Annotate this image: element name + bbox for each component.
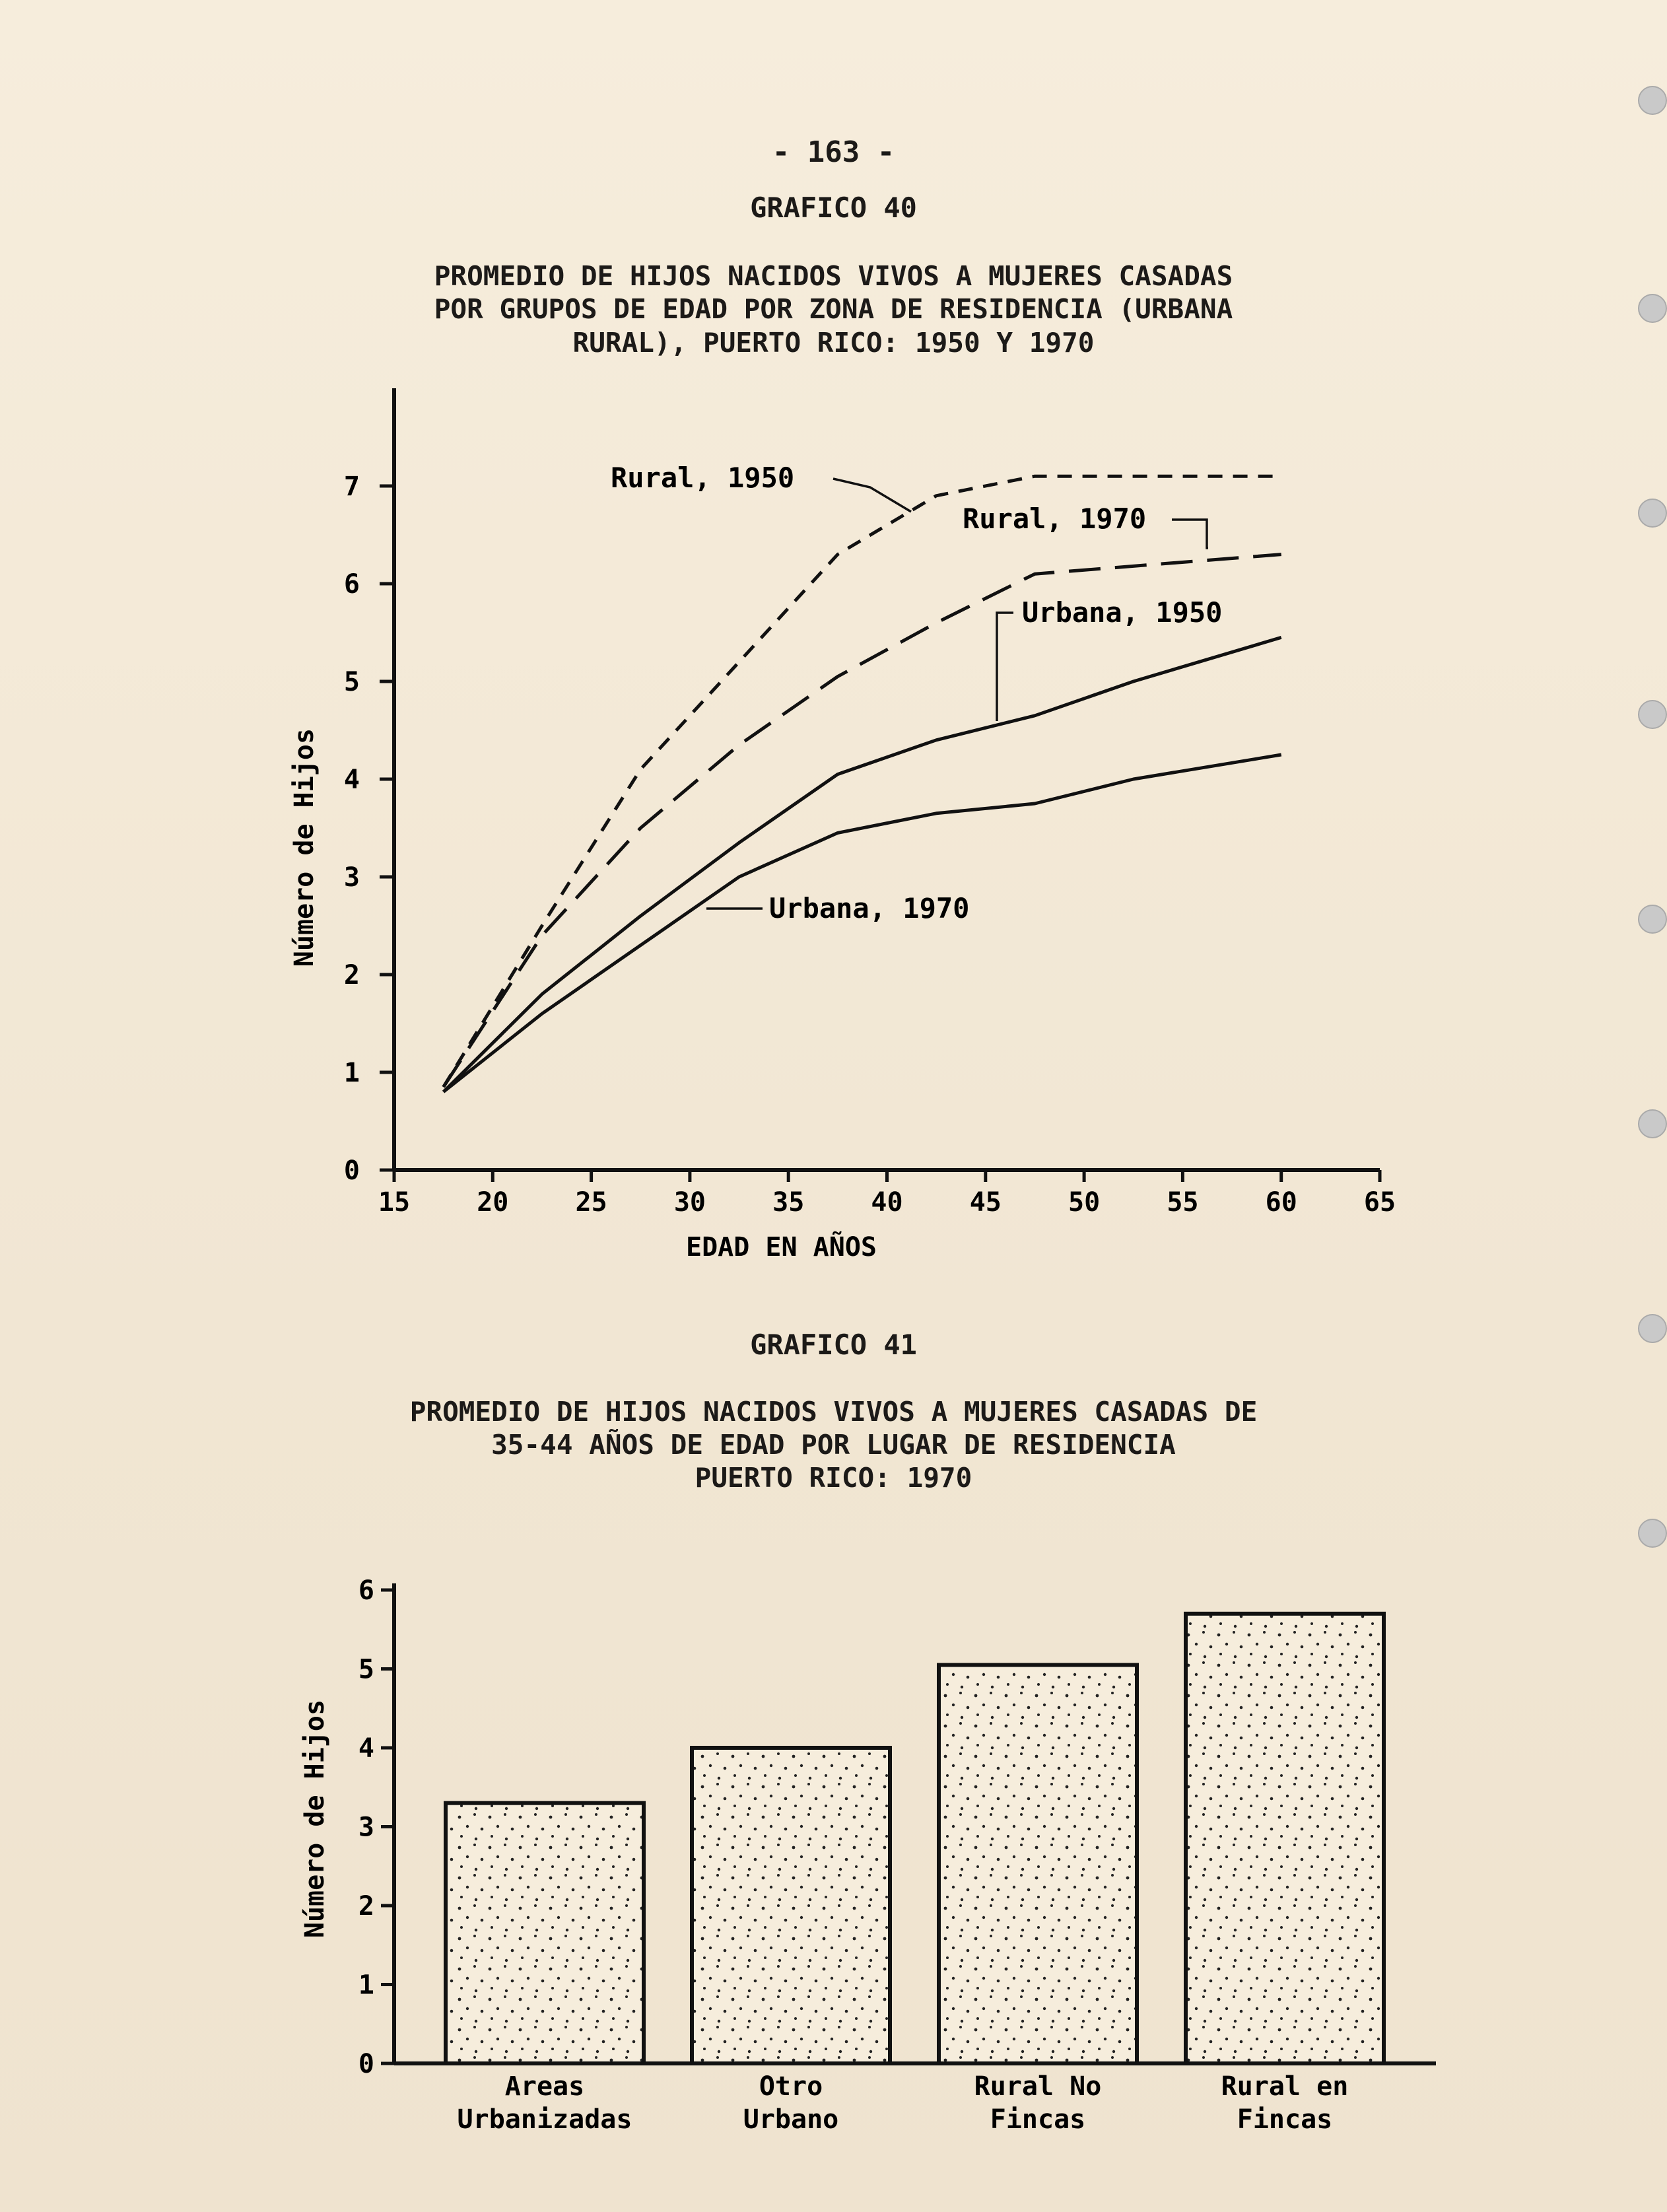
x-tick-label: 15 [378, 1187, 411, 1218]
chart1-title-line2: POR GRUPOS DE EDAD POR ZONA DE RESIDENCIA (URBANA [434, 293, 1233, 325]
bar-3 [939, 1665, 1137, 2063]
y-axis-label: Número de Hijos [300, 1699, 330, 1939]
x-tick-label: 30 [673, 1187, 706, 1218]
line-chart-labels-group [611, 462, 1222, 924]
category-label-4: Rural en [1221, 2071, 1349, 2102]
line-chart [0, 370, 1667, 1294]
series-label-1: Rural, 1950 [611, 462, 795, 494]
category-label-3: Rural No [974, 2071, 1102, 2102]
category-label-1: Urbanizadas [457, 2104, 632, 2135]
x-tick-label: 60 [1265, 1187, 1297, 1218]
y-tick-label: 7 [343, 471, 360, 502]
y-tick-label: 3 [358, 1812, 374, 1843]
category-label-4: Fincas [1237, 2104, 1333, 2135]
y-tick-label: 5 [358, 1654, 374, 1685]
bar-4 [1186, 1614, 1384, 2063]
series-label-2: Rural, 1970 [963, 502, 1147, 535]
x-tick-label: 25 [575, 1187, 607, 1218]
bar-1 [446, 1803, 644, 2063]
series-leader-1 [833, 479, 911, 512]
bar-2 [692, 1748, 890, 2063]
bar-chart-bars-group [446, 1614, 1384, 2135]
y-tick-label: 1 [358, 1970, 374, 2001]
category-label-2: Otro [759, 2071, 823, 2102]
series-label-4: Urbana, 1970 [769, 892, 970, 924]
y-tick-label: 4 [343, 765, 360, 795]
x-tick-label: 40 [871, 1187, 903, 1218]
series-line-3 [444, 637, 1281, 1091]
series-leader-2 [1172, 520, 1208, 548]
x-tick-label: 50 [1068, 1187, 1101, 1218]
y-tick-label: 1 [343, 1058, 360, 1088]
series-label-3: Urbana, 1950 [1022, 596, 1223, 629]
x-tick-label: 45 [969, 1187, 1002, 1218]
chart1-title-line3: RURAL), PUERTO RICO: 1950 Y 1970 [572, 327, 1095, 359]
x-tick-label: 65 [1363, 1187, 1396, 1218]
y-tick-label: 0 [343, 1156, 360, 1186]
binder-hole [1638, 86, 1667, 115]
page-number: - 163 - [772, 135, 895, 169]
y-tick-label: 5 [343, 667, 360, 697]
line-chart-series-group [444, 476, 1281, 1091]
chart1-label: GRAFICO 40 [750, 191, 917, 224]
chart2-label: GRAFICO 41 [750, 1329, 917, 1361]
category-label-2: Urbano [743, 2104, 839, 2135]
y-tick-label: 4 [358, 1733, 374, 1764]
y-tick-label: 0 [358, 2049, 374, 2079]
y-tick-label: 3 [343, 862, 360, 893]
chart2-title-line1: PROMEDIO DE HIJOS NACIDOS VIVOS A MUJERES CASADAS DE [409, 1396, 1258, 1428]
x-tick-label: 55 [1167, 1187, 1199, 1218]
x-tick-label: 35 [772, 1187, 805, 1218]
y-tick-label: 6 [358, 1575, 374, 1606]
series-leader-3 [997, 613, 1013, 721]
chart1-title-line1: PROMEDIO DE HIJOS NACIDOS VIVOS A MUJERES CASADAS [434, 260, 1233, 292]
line-chart-axes [289, 388, 1396, 1262]
bar-chart [0, 1538, 1667, 2199]
y-tick-label: 6 [343, 569, 360, 600]
chart2-title-line2: 35-44 AÑOS DE EDAD POR LUGAR DE RESIDENCIA [491, 1429, 1176, 1461]
y-tick-label: 2 [358, 1891, 374, 1921]
y-axis-label: Número de Hijos [289, 728, 320, 967]
chart2-title-line3: PUERTO RICO: 1970 [695, 1462, 972, 1494]
category-label-1: Areas [504, 2071, 585, 2102]
x-tick-label: 20 [477, 1187, 509, 1218]
y-tick-label: 2 [343, 960, 360, 990]
x-axis-label: EDAD EN AÑOS [686, 1232, 877, 1262]
category-label-3: Fincas [990, 2104, 1086, 2135]
series-line-2 [444, 555, 1281, 1088]
